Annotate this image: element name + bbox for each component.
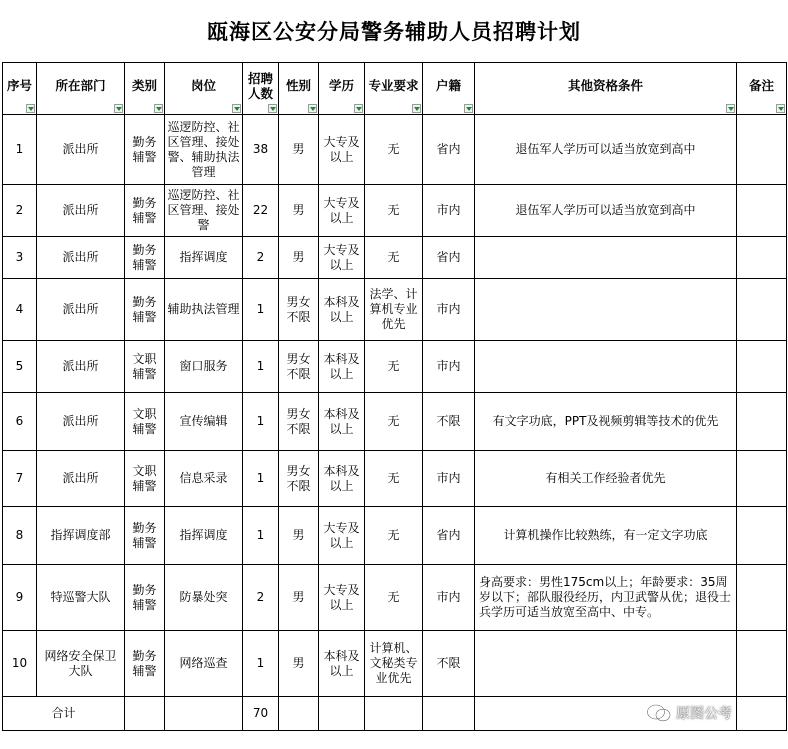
department-cell[interactable]: 派出所 xyxy=(37,237,125,279)
major-requirement-cell[interactable]: 无 xyxy=(365,451,423,507)
gender-cell[interactable]: 男女不限 xyxy=(279,341,319,393)
gender-cell[interactable]: 男 xyxy=(279,237,319,279)
gender-cell[interactable]: 男 xyxy=(279,631,319,697)
header-cell[interactable]: 其他资格条件 xyxy=(475,63,737,115)
table-row xyxy=(3,507,787,565)
header-cell[interactable]: 招聘人数 xyxy=(243,63,279,115)
headcount-cell[interactable]: 2 xyxy=(243,237,279,279)
education-cell[interactable]: 大专及以上 xyxy=(319,185,365,237)
total-value[interactable]: 70 xyxy=(243,697,279,731)
header-row xyxy=(3,63,787,115)
remarks-cell[interactable] xyxy=(737,185,787,237)
department-cell[interactable]: 派出所 xyxy=(37,393,125,451)
category-cell[interactable]: 文职辅警 xyxy=(125,393,165,451)
header-cell[interactable]: 所在部门 xyxy=(37,63,125,115)
filter-dropdown-icon[interactable] xyxy=(26,104,35,113)
household-registration-cell[interactable]: 市内 xyxy=(423,341,475,393)
position-cell[interactable]: 宣传编辑 xyxy=(165,393,243,451)
table-row xyxy=(3,185,787,237)
category-cell[interactable]: 勤务辅警 xyxy=(125,565,165,631)
table-row xyxy=(3,451,787,507)
education-cell[interactable]: 大专及以上 xyxy=(319,565,365,631)
department-cell[interactable]: 派出所 xyxy=(37,185,125,237)
filter-dropdown-icon[interactable] xyxy=(308,104,317,113)
remarks-cell[interactable] xyxy=(737,507,787,565)
position-cell[interactable]: 指挥调度 xyxy=(165,237,243,279)
major-requirement-cell[interactable]: 无 xyxy=(365,237,423,279)
remarks-cell[interactable] xyxy=(737,341,787,393)
remarks-cell[interactable] xyxy=(737,115,787,185)
table-row xyxy=(3,565,787,631)
filter-dropdown-icon[interactable] xyxy=(154,104,163,113)
row-number-cell[interactable]: 9 xyxy=(3,565,37,631)
row-number-cell[interactable]: 1 xyxy=(3,115,37,185)
household-registration-cell[interactable]: 市内 xyxy=(423,185,475,237)
major-requirement-cell[interactable]: 无 xyxy=(365,507,423,565)
position-cell[interactable]: 辅助执法管理 xyxy=(165,279,243,341)
filter-dropdown-icon[interactable] xyxy=(232,104,241,113)
gender-cell[interactable]: 男女不限 xyxy=(279,451,319,507)
chat-bubble-icon xyxy=(646,703,672,723)
headcount-cell[interactable]: 22 xyxy=(243,185,279,237)
education-cell[interactable]: 本科及以上 xyxy=(319,451,365,507)
major-requirement-cell[interactable]: 法学、计算机专业优先 xyxy=(365,279,423,341)
recruitment-table xyxy=(2,62,787,731)
household-registration-cell[interactable]: 市内 xyxy=(423,451,475,507)
major-requirement-cell[interactable]: 无 xyxy=(365,115,423,185)
household-registration-cell[interactable]: 市内 xyxy=(423,279,475,341)
table-row xyxy=(3,341,787,393)
row-number-cell[interactable]: 7 xyxy=(3,451,37,507)
watermark-text: 原图公考 xyxy=(676,706,732,722)
empty-cell[interactable] xyxy=(737,697,787,731)
other-requirements-cell[interactable]: 退伍军人学历可以适当放宽到高中 xyxy=(475,115,737,185)
category-cell[interactable]: 勤务辅警 xyxy=(125,115,165,185)
header-cell[interactable]: 类别 xyxy=(125,63,165,115)
table-row xyxy=(3,279,787,341)
gender-cell[interactable]: 男 xyxy=(279,115,319,185)
household-registration-cell[interactable]: 省内 xyxy=(423,507,475,565)
empty-cell[interactable] xyxy=(365,697,423,731)
department-cell[interactable]: 网络安全保卫大队 xyxy=(37,631,125,697)
row-number-cell[interactable]: 6 xyxy=(3,393,37,451)
education-cell[interactable]: 本科及以上 xyxy=(319,631,365,697)
position-cell[interactable]: 巡逻防控、社区管理、接处警 xyxy=(165,185,243,237)
row-number-cell[interactable]: 8 xyxy=(3,507,37,565)
other-requirements-cell[interactable] xyxy=(475,279,737,341)
filter-dropdown-icon[interactable] xyxy=(412,104,421,113)
major-requirement-cell[interactable]: 无 xyxy=(365,393,423,451)
category-cell[interactable]: 勤务辅警 xyxy=(125,185,165,237)
education-cell[interactable]: 本科及以上 xyxy=(319,341,365,393)
filter-dropdown-icon[interactable] xyxy=(354,104,363,113)
remarks-cell[interactable] xyxy=(737,565,787,631)
row-number-cell[interactable]: 4 xyxy=(3,279,37,341)
major-requirement-cell[interactable]: 无 xyxy=(365,341,423,393)
other-requirements-cell[interactable] xyxy=(475,631,737,697)
department-cell[interactable]: 特巡警大队 xyxy=(37,565,125,631)
remarks-cell[interactable] xyxy=(737,631,787,697)
gender-cell[interactable]: 男 xyxy=(279,185,319,237)
filter-dropdown-icon[interactable] xyxy=(114,104,123,113)
other-requirements-cell[interactable]: 有文字功底，PPT及视频剪辑等技术的优先 xyxy=(475,393,737,451)
headcount-cell[interactable]: 1 xyxy=(243,279,279,341)
table-row xyxy=(3,631,787,697)
household-registration-cell[interactable]: 市内 xyxy=(423,565,475,631)
headcount-cell[interactable]: 1 xyxy=(243,393,279,451)
table-row xyxy=(3,237,787,279)
other-requirements-cell[interactable] xyxy=(475,341,737,393)
category-cell[interactable]: 文职辅警 xyxy=(125,341,165,393)
table-row xyxy=(3,115,787,185)
table-row xyxy=(3,393,787,451)
empty-cell[interactable] xyxy=(279,697,319,731)
position-cell[interactable]: 巡逻防控、社区管理、接处警、辅助执法管理 xyxy=(165,115,243,185)
position-cell[interactable]: 网络巡查 xyxy=(165,631,243,697)
department-cell[interactable]: 派出所 xyxy=(37,451,125,507)
household-registration-cell[interactable]: 不限 xyxy=(423,631,475,697)
education-cell[interactable]: 大专及以上 xyxy=(319,115,365,185)
header-cell[interactable]: 学历 xyxy=(319,63,365,115)
headcount-cell[interactable]: 1 xyxy=(243,631,279,697)
education-cell[interactable]: 大专及以上 xyxy=(319,507,365,565)
position-cell[interactable]: 防暴处突 xyxy=(165,565,243,631)
empty-cell[interactable] xyxy=(319,697,365,731)
gender-cell[interactable]: 男女不限 xyxy=(279,393,319,451)
major-requirement-cell[interactable]: 无 xyxy=(365,565,423,631)
remarks-cell[interactable] xyxy=(737,451,787,507)
header-cell[interactable]: 性别 xyxy=(279,63,319,115)
department-cell[interactable]: 派出所 xyxy=(37,279,125,341)
household-registration-cell[interactable]: 省内 xyxy=(423,115,475,185)
position-cell[interactable]: 指挥调度 xyxy=(165,507,243,565)
department-cell[interactable]: 派出所 xyxy=(37,115,125,185)
position-cell[interactable]: 信息采录 xyxy=(165,451,243,507)
row-number-cell[interactable]: 10 xyxy=(3,631,37,697)
major-requirement-cell[interactable]: 无 xyxy=(365,185,423,237)
other-requirements-cell[interactable]: 计算机操作比较熟练，有一定文字功底 xyxy=(475,507,737,565)
major-requirement-cell[interactable]: 计算机、文秘类专业优先 xyxy=(365,631,423,697)
education-cell[interactable]: 本科及以上 xyxy=(319,393,365,451)
header-cell[interactable]: 备注 xyxy=(737,63,787,115)
empty-cell[interactable] xyxy=(125,697,165,731)
header-cell[interactable]: 岗位 xyxy=(165,63,243,115)
category-cell[interactable]: 文职辅警 xyxy=(125,451,165,507)
department-cell[interactable]: 派出所 xyxy=(37,341,125,393)
filter-dropdown-icon[interactable] xyxy=(464,104,473,113)
row-number-cell[interactable]: 5 xyxy=(3,341,37,393)
remarks-cell[interactable] xyxy=(737,279,787,341)
remarks-cell[interactable] xyxy=(737,237,787,279)
headcount-cell[interactable]: 2 xyxy=(243,565,279,631)
page-title: 瓯海区公安分局警务辅助人员招聘计划 xyxy=(207,20,581,44)
gender-cell[interactable]: 男 xyxy=(279,507,319,565)
category-cell[interactable]: 勤务辅警 xyxy=(125,279,165,341)
other-requirements-cell[interactable]: 身高要求：男性175cm以上；年龄要求：35周岁以下；部队服役经历，内卫武警从优；退役士兵学历可适当放宽至高中、中专。 xyxy=(475,565,737,631)
remarks-cell[interactable] xyxy=(737,393,787,451)
gender-cell[interactable]: 男 xyxy=(279,565,319,631)
watermark xyxy=(646,703,732,723)
headcount-cell[interactable]: 1 xyxy=(243,451,279,507)
row-number-cell[interactable]: 2 xyxy=(3,185,37,237)
empty-cell[interactable] xyxy=(423,697,475,731)
row-number-cell[interactable]: 3 xyxy=(3,237,37,279)
education-cell[interactable]: 本科及以上 xyxy=(319,279,365,341)
category-cell[interactable]: 勤务辅警 xyxy=(125,631,165,697)
household-registration-cell[interactable]: 不限 xyxy=(423,393,475,451)
other-requirements-cell[interactable]: 有相关工作经验者优先 xyxy=(475,451,737,507)
position-cell[interactable]: 窗口服务 xyxy=(165,341,243,393)
total-label[interactable]: 合计 xyxy=(3,697,125,731)
filter-dropdown-icon[interactable] xyxy=(776,104,785,113)
household-registration-cell[interactable]: 省内 xyxy=(423,237,475,279)
filter-dropdown-icon[interactable] xyxy=(268,104,277,113)
education-cell[interactable]: 大专及以上 xyxy=(319,237,365,279)
other-requirements-cell[interactable]: 退伍军人学历可以适当放宽到高中 xyxy=(475,185,737,237)
headcount-cell[interactable]: 1 xyxy=(243,341,279,393)
other-requirements-cell[interactable] xyxy=(475,237,737,279)
header-cell[interactable]: 户籍 xyxy=(423,63,475,115)
department-cell[interactable]: 指挥调度部 xyxy=(37,507,125,565)
header-cell[interactable]: 专业要求 xyxy=(365,63,423,115)
gender-cell[interactable]: 男女不限 xyxy=(279,279,319,341)
filter-dropdown-icon[interactable] xyxy=(726,104,735,113)
header-cell[interactable]: 序号 xyxy=(3,63,37,115)
headcount-cell[interactable]: 38 xyxy=(243,115,279,185)
category-cell[interactable]: 勤务辅警 xyxy=(125,237,165,279)
category-cell[interactable]: 勤务辅警 xyxy=(125,507,165,565)
empty-cell[interactable] xyxy=(165,697,243,731)
headcount-cell[interactable]: 1 xyxy=(243,507,279,565)
